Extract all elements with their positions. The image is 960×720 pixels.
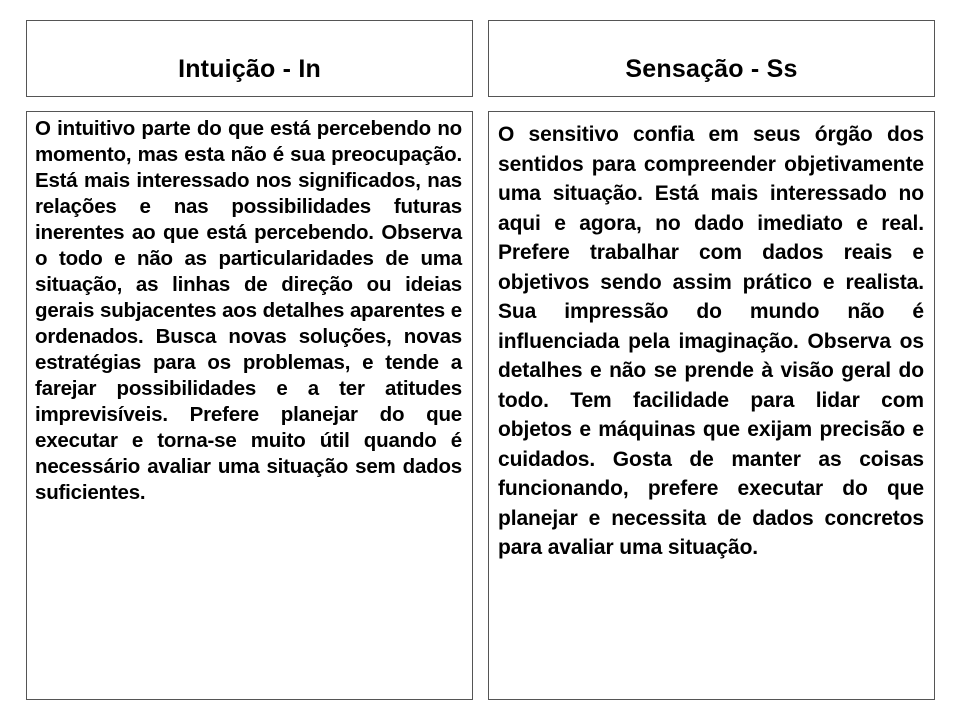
sensation-header-box bbox=[488, 20, 935, 97]
sensation-description: O sensitivo confia em seus órgão dos sentidos para compreender objetivamente uma situação. Está mais interessado no aqui e agora, no dado imediato e real. Prefere trabalhar com dados reais e objetivos sendo assim prático e realista. Sua impressão do mundo não é influenciada pela imaginação. Observa os detalhes e não se prende à visão geral do todo. Tem facilidade para lidar com objetos e máquinas que exijam precisão e cuidados. Gosta de manter as coisas funcionando, prefere executar do que planejar e necessita de dados concretos para avaliar uma situação. bbox=[498, 123, 924, 559]
intuition-title: Intuição - In bbox=[178, 55, 321, 83]
sensation-description-box bbox=[488, 111, 935, 700]
sensation-title: Sensação - Ss bbox=[625, 55, 798, 83]
intuition-header-box bbox=[26, 20, 473, 97]
intuition-description: O intuitivo parte do que está percebendo no momento, mas esta não é sua preocupação. Está mais interessado nos significados, nas relações e nas possibilidades futuras inerentes ao que está percebendo. Observa o todo e não as particularidades de uma situação, as linhas de direção ou ideias gerais subjacentes aos detalhes aparentes e ordenados. Busca novas soluções, novas estratégias para os problemas, e tende a farejar possibilidades e a ter atitudes imprevisíveis. Prefere planejar do que executar e torna-se muito útil quando é necessário avaliar uma situação sem dados suficientes. bbox=[35, 117, 462, 504]
intuition-description-box bbox=[26, 111, 473, 700]
